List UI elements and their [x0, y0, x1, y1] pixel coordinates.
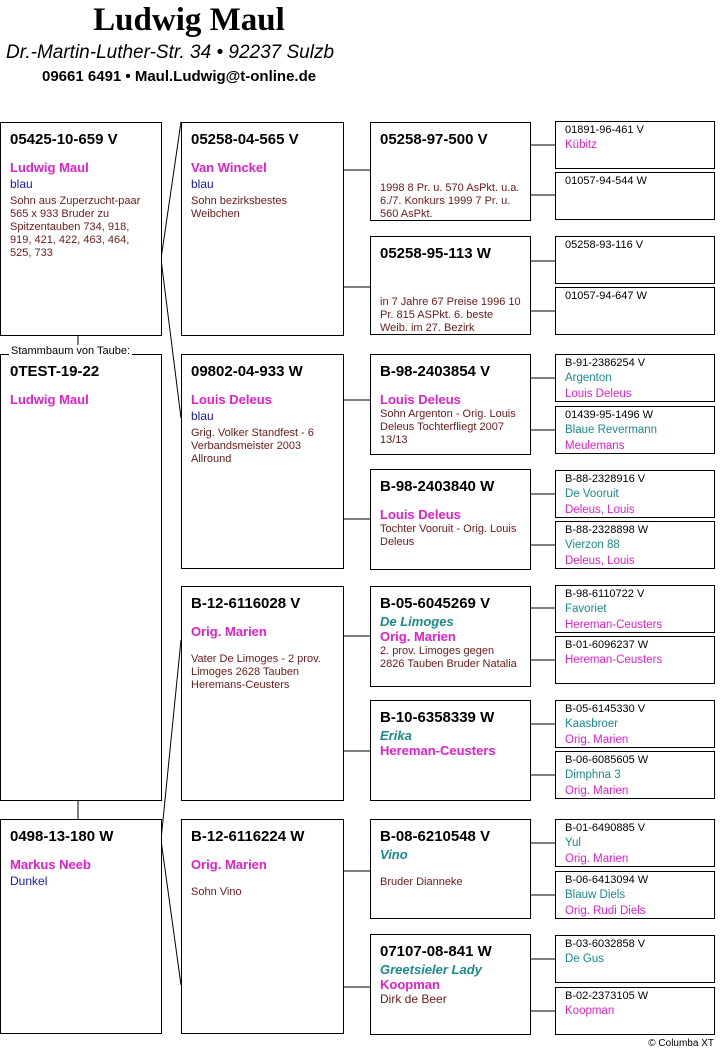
pigeon-name: Vierzon 88 — [565, 539, 620, 551]
pedigree-sire-dam-card[interactable] — [181, 354, 344, 569]
breeder-label: Van Winckel — [191, 160, 267, 175]
pedigree-gen2-card[interactable] — [370, 586, 531, 687]
ring-number: B-05-6045269 V — [380, 595, 491, 612]
ring-number: 09802-04-933 W — [191, 363, 303, 380]
ring-number: B-10-6358339 W — [380, 709, 495, 726]
pigeon-name: De Limoges — [380, 614, 454, 629]
ring-number: B-88-2328898 W — [565, 524, 649, 536]
remarks-text: Bruder Dianneke — [380, 876, 463, 888]
remarks-text: Sohn aus Zuperzucht-paar 565 x 933 Bruder zu Spitzentauben 734, 918, 919, 421, 422, 463, 464, 525, 733 — [10, 195, 141, 259]
pedigree-gen3-card[interactable] — [555, 987, 715, 1035]
pedigree-gen2-card[interactable] — [370, 819, 531, 919]
pedigree-gen2-card[interactable] — [370, 934, 531, 1035]
pedigree-sire-sire-card[interactable] — [181, 122, 344, 336]
pedigree-gen3-card[interactable] — [555, 236, 715, 284]
ring-number: B-98-2403854 V — [380, 363, 491, 380]
ring-number: B-08-6210548 V — [380, 828, 491, 845]
pigeon-name: Argenton — [565, 372, 612, 384]
pedigree-gen3-card[interactable] — [555, 287, 715, 335]
pigeon-name: Blauw Diels — [565, 889, 626, 901]
breeder-contact: 09661 6491 • Maul.Ludwig@t-online.de — [42, 68, 317, 85]
pedigree-gen2-card[interactable] — [370, 469, 531, 570]
remarks-text: in 7 Jahre 67 Preise 1996 10 Pr. 815 ASPkt. 6. beste Weib. im 27. Bezirk — [380, 296, 521, 334]
ring-number: B-91-2386254 V — [565, 357, 646, 369]
breeder-label: Orig. Marien — [565, 734, 629, 746]
ring-number: B-12-6116224 W — [191, 828, 305, 845]
remarks-text: Tochter Vooruit - Orig. Louis Deleus — [380, 523, 517, 548]
pedigree-gen3-card[interactable] — [555, 354, 715, 402]
ring-number: B-05-6145330 V — [565, 703, 646, 715]
breeder-label: Ludwig Maul — [10, 160, 89, 175]
ring-number: 05425-10-659 V — [10, 131, 118, 148]
breeder-label: Ludwig Maul — [10, 392, 89, 407]
breeder-label: Orig. Marien — [565, 785, 629, 797]
breeder-label: Louis Deleus — [380, 507, 461, 522]
pedigree-dam-sire-card[interactable] — [181, 586, 344, 801]
pigeon-name: De Vooruit — [565, 488, 619, 500]
pedigree-gen3-card[interactable] — [555, 751, 715, 799]
remarks-text: Sohn Vino — [191, 886, 242, 898]
ring-number: B-98-6110722 V — [565, 588, 645, 600]
ring-number: 01891-96-461 V — [565, 124, 644, 136]
breeder-label: Kübitz — [565, 139, 597, 151]
ring-number: 05258-95-113 W — [380, 245, 491, 262]
breeder-label: Louis Deleus — [565, 388, 632, 400]
pedigree-dam-dam-card[interactable] — [181, 819, 344, 1034]
pedigree-gen2-card[interactable] — [370, 700, 531, 801]
pedigree-gen2-card[interactable] — [370, 122, 531, 221]
ring-number: B-03-6032858 V — [565, 938, 646, 950]
remarks-text: Sohn Argenton - Orig. Louis Deleus Tochterfliegt 2007 13/13 — [380, 408, 516, 446]
pigeon-name: De Gus — [565, 953, 604, 965]
pigeon-name: Greetsieler Lady — [380, 962, 482, 977]
ring-number: 05258-04-565 V — [191, 131, 299, 148]
pedigree-gen3-card[interactable] — [555, 172, 715, 220]
breeder-label: Koopman — [565, 1005, 615, 1017]
breeder-label: Markus Neeb — [10, 857, 91, 872]
remarks-text: Dirk de Beer — [380, 992, 447, 1006]
ring-number: 0TEST-19-22 — [10, 363, 100, 380]
pedigree-subject-card[interactable] — [0, 354, 162, 801]
ring-number: B-12-6116028 V — [191, 595, 301, 612]
breeder-address: Dr.-Martin-Luther-Str. 34 • 92237 Sulzb — [6, 42, 335, 63]
pedigree-gen3-card[interactable] — [555, 121, 715, 169]
pedigree-owner-bird-card[interactable] — [0, 122, 162, 336]
color-label: blau — [10, 177, 33, 191]
pedigree-gen3-card[interactable] — [555, 636, 715, 684]
pedigree-gen3-card[interactable] — [555, 935, 715, 983]
ring-number: B-06-6085605 W — [565, 754, 649, 766]
breeder-label: Orig. Marien — [191, 624, 267, 639]
ring-number: B-01-6096237 W — [565, 639, 649, 651]
remarks-text: Grig. Volker Standfest - 6 Verbandsmeister 2003 Allround — [191, 427, 314, 465]
breeder-label: Orig. Marien — [191, 857, 267, 872]
remarks-text: Sohn bezirksbestes Weibchen — [191, 195, 287, 220]
pigeon-name: Dimphna 3 — [565, 769, 621, 781]
pigeon-name: Kaasbroer — [565, 718, 619, 730]
breeder-label: Hereman-Ceusters — [380, 743, 496, 758]
ring-number: 01057-94-647 W — [565, 290, 647, 302]
remarks-text: 2. prov. Limoges gegen 2826 Tauben Bruder Natalia — [380, 645, 517, 670]
breeder-label: Orig. Rudi Diels — [565, 905, 646, 917]
pigeon-name: Favoriet — [565, 603, 607, 615]
stammbaum-label: Stammbaum von Taube: — [11, 345, 131, 357]
pedigree-gen2-card[interactable] — [370, 236, 531, 335]
ring-number: B-01-6490885 V — [565, 822, 646, 834]
ring-number: B-06-6413094 W — [565, 874, 649, 886]
pigeon-name: Erika — [380, 728, 412, 743]
ring-number: 0498-13-180 W — [10, 828, 114, 845]
ring-number: 07107-08-841 W — [380, 943, 492, 960]
color-label: blau — [191, 409, 214, 423]
pigeon-name: Vino — [380, 847, 408, 862]
breeder-label: Orig. Marien — [380, 629, 456, 644]
pedigree-gen3-card[interactable] — [555, 406, 715, 454]
color-label: blau — [191, 177, 214, 191]
breeder-label: Louis Deleus — [191, 392, 272, 407]
pedigree-gen3-card[interactable] — [555, 700, 715, 748]
breeder-label: Meulemans — [565, 440, 625, 452]
pedigree-gen3-card[interactable] — [555, 819, 715, 867]
pedigree-gen3-card[interactable] — [555, 871, 715, 919]
breeder-label: Orig. Marien — [565, 853, 629, 865]
breeder-label: Louis Deleus — [380, 392, 461, 407]
breeder-label: Deleus, Louis — [565, 555, 635, 567]
ring-number: 01057-94-544 W — [565, 175, 647, 187]
ring-number: 05258-93-116 V — [565, 239, 644, 251]
pedigree-gen3-card[interactable] — [555, 470, 715, 518]
pigeon-name: Yul — [565, 837, 581, 849]
breeder-label: Hereman-Ceusters — [565, 654, 663, 666]
copyright-notice: © Columba XT — [648, 1038, 714, 1049]
remarks-text: 1998 8 Pr. u. 570 AsPkt. u.a. 6./7. Konkurs 1999 7 Pr. u. 560 AsPkt. — [380, 182, 520, 220]
ring-number: 01439-95-1496 W — [565, 409, 654, 421]
ring-number: B-88-2328916 V — [565, 473, 646, 485]
remarks-text: Vater De Limoges - 2 prov. Limoges 2628 Tauben Heremans-Ceusters — [191, 653, 321, 691]
pedigree-dam-card[interactable] — [0, 819, 162, 1034]
ring-number: B-02-2373105 W — [565, 990, 649, 1002]
breeder-label: Hereman-Ceusters — [565, 619, 663, 631]
breeder-label: Deleus, Louis — [565, 504, 635, 516]
pigeon-name: Blaue Revermann — [565, 424, 658, 436]
pedigree-gen2-card[interactable] — [370, 354, 531, 455]
breeder-name-title: Ludwig Maul — [93, 2, 285, 38]
breeder-label: Koopman — [380, 977, 440, 992]
ring-number: 05258-97-500 V — [380, 131, 488, 148]
pedigree-gen3-card[interactable] — [555, 585, 715, 633]
ring-number: B-98-2403840 W — [380, 478, 495, 495]
pedigree-gen3-card[interactable] — [555, 521, 715, 569]
color-label: Dunkel — [10, 874, 48, 888]
